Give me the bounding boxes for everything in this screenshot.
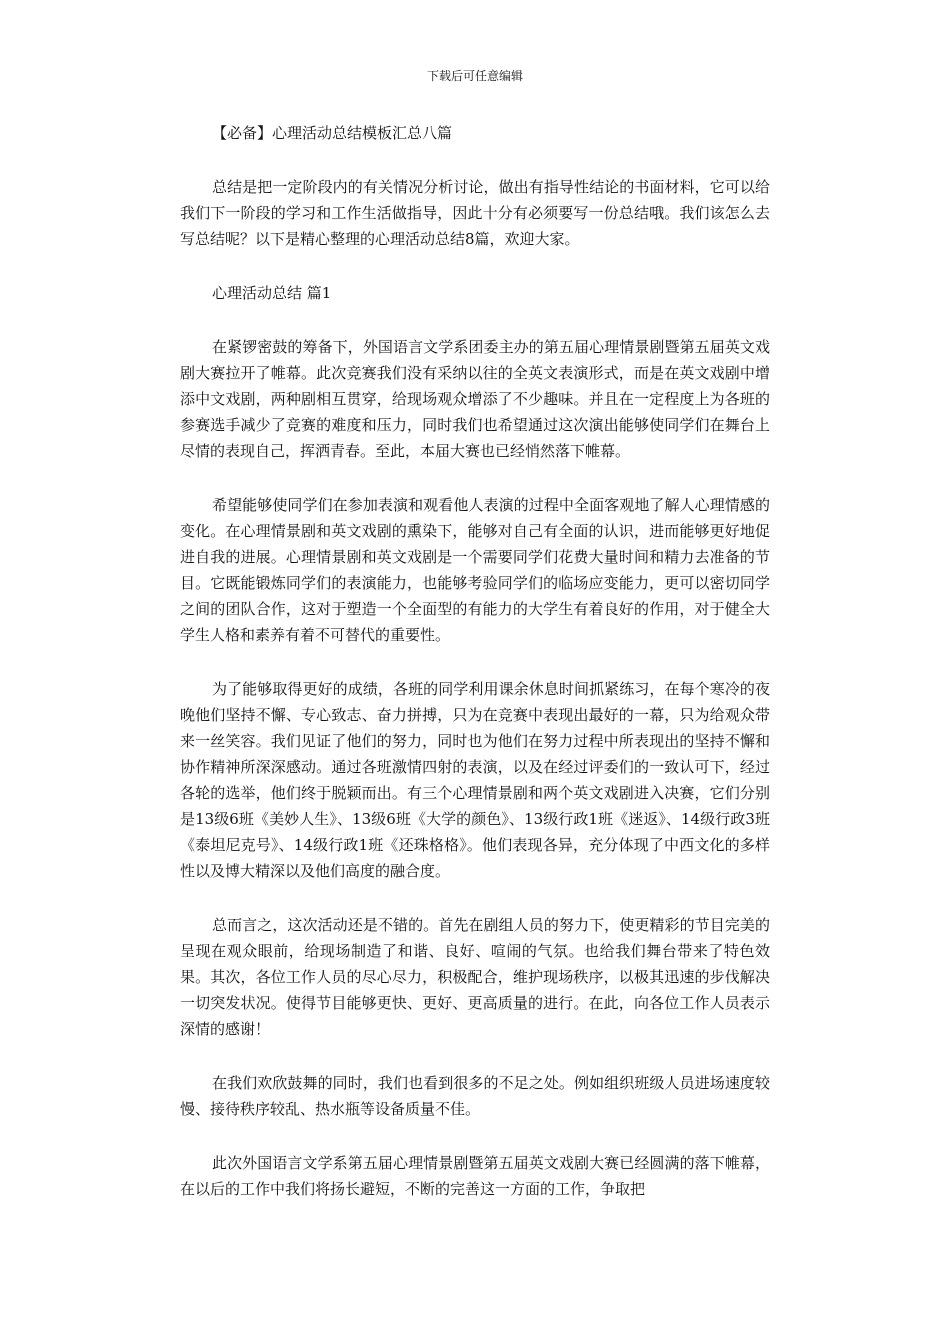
section-heading: 心理活动总结 篇1 — [212, 284, 332, 302]
paragraph-1: 在紧锣密鼓的筹备下，外国语言文学系团委主办的第五届心理情景剧暨第五届英文戏剧大赛拉开了帷幕。此次竞赛我们没有采纳以往的全英文表演形式，而是在英文戏剧中增添中文戏剧，两种剧相互贯穿，给现场观众增添了不少趣味。并且在一定程度上为各班的参赛选手减少了竞赛的难度和压力，同时我们也希望通过这次演出能够使同学们在舞台上尽情的表现自己，挥洒青春。至此，本届大赛也已经悄然落下帷幕。 — [180, 338, 770, 460]
paragraph-3: 为了能够取得更好的成绩，各班的同学利用课余休息时间抓紧练习，在每个寒冷的夜晚他们坚持不懈、专心致志、奋力拼搏，只为在竞赛中表现出最好的一幕，只为给观众带来一丝笑容。我们见证了他们的努力，同时也为他们在努力过程中所表现出的坚持不懈和协作精神所深深感动。通过各班激情四射的表演，以及在经过评委们的一致认可下，经过各轮的选举，他们终于脱颖而出。有三个心理情景剧和两个英文戏剧进入决赛，它们分别是13级6班《美妙人生》、13级6班《大学的颜色》、13级行政1班《迷返》、14级行政3班《泰坦尼克号》、14级行政1班《还珠格格》。他们表现各异，充分体现了中西文化的多样性以及博大精深以及他们高度的融合度。 — [180, 680, 770, 880]
document-title: 【必备】心理活动总结模板汇总八篇 — [212, 124, 453, 142]
header-note: 下载后可任意编辑 — [426, 69, 523, 83]
paragraph-5: 在我们欢欣鼓舞的同时，我们也看到很多的不足之处。例如组织班级人员进场速度较慢、接待秩序较乱、热水瓶等设备质量不佳。 — [180, 1074, 770, 1118]
intro-paragraph: 总结是把一定阶段内的有关情况分析讨论，做出有指导性结论的书面材料，它可以给我们下一阶段的学习和工作生活做指导，因此十分有必须要写一份总结哦。我们该怎么去写总结呢？以下是精心整理的心理活动总结8篇，欢迎大家。 — [180, 178, 770, 248]
paragraph-6: 此次外国语言文学系第五届心理情景剧暨第五届英文戏剧大赛已经圆满的落下帷幕，在以后的工作中我们将扬长避短，不断的完善这一方面的工作，争取把 — [180, 1154, 770, 1198]
paragraph-2: 希望能够使同学们在参加表演和观看他人表演的过程中全面客观地了解人心理情感的变化。在心理情景剧和英文戏剧的熏染下，能够对自己有全面的认识，进而能够更好地促进自我的进展。心理情景剧和英文戏剧是一个需要同学们花费大量时间和精力去准备的节目。它既能锻炼同学们的表演能力，也能够考验同学们的临场应变能力，更可以密切同学之间的团队合作，这对于塑造一个全面型的有能力的大学生有着良好的作用，对于健全大学生人格和素养有着不可替代的重要性。 — [180, 496, 770, 644]
paragraph-4: 总而言之，这次活动还是不错的。首先在剧组人员的努力下，使更精彩的节目完美的呈现在观众眼前，给现场制造了和谐、良好、喧闹的气氛。也给我们舞台带来了特色效果。其次，各位工作人员的尽心尽力，积极配合，维护现场秩序，以极其迅速的步伐解决一切突发状况。使得节目能够更快、更好、更高质量的进行。在此，向各位工作人员表示深情的感谢！ — [180, 916, 770, 1038]
document-body — [180, 120, 770, 1230]
